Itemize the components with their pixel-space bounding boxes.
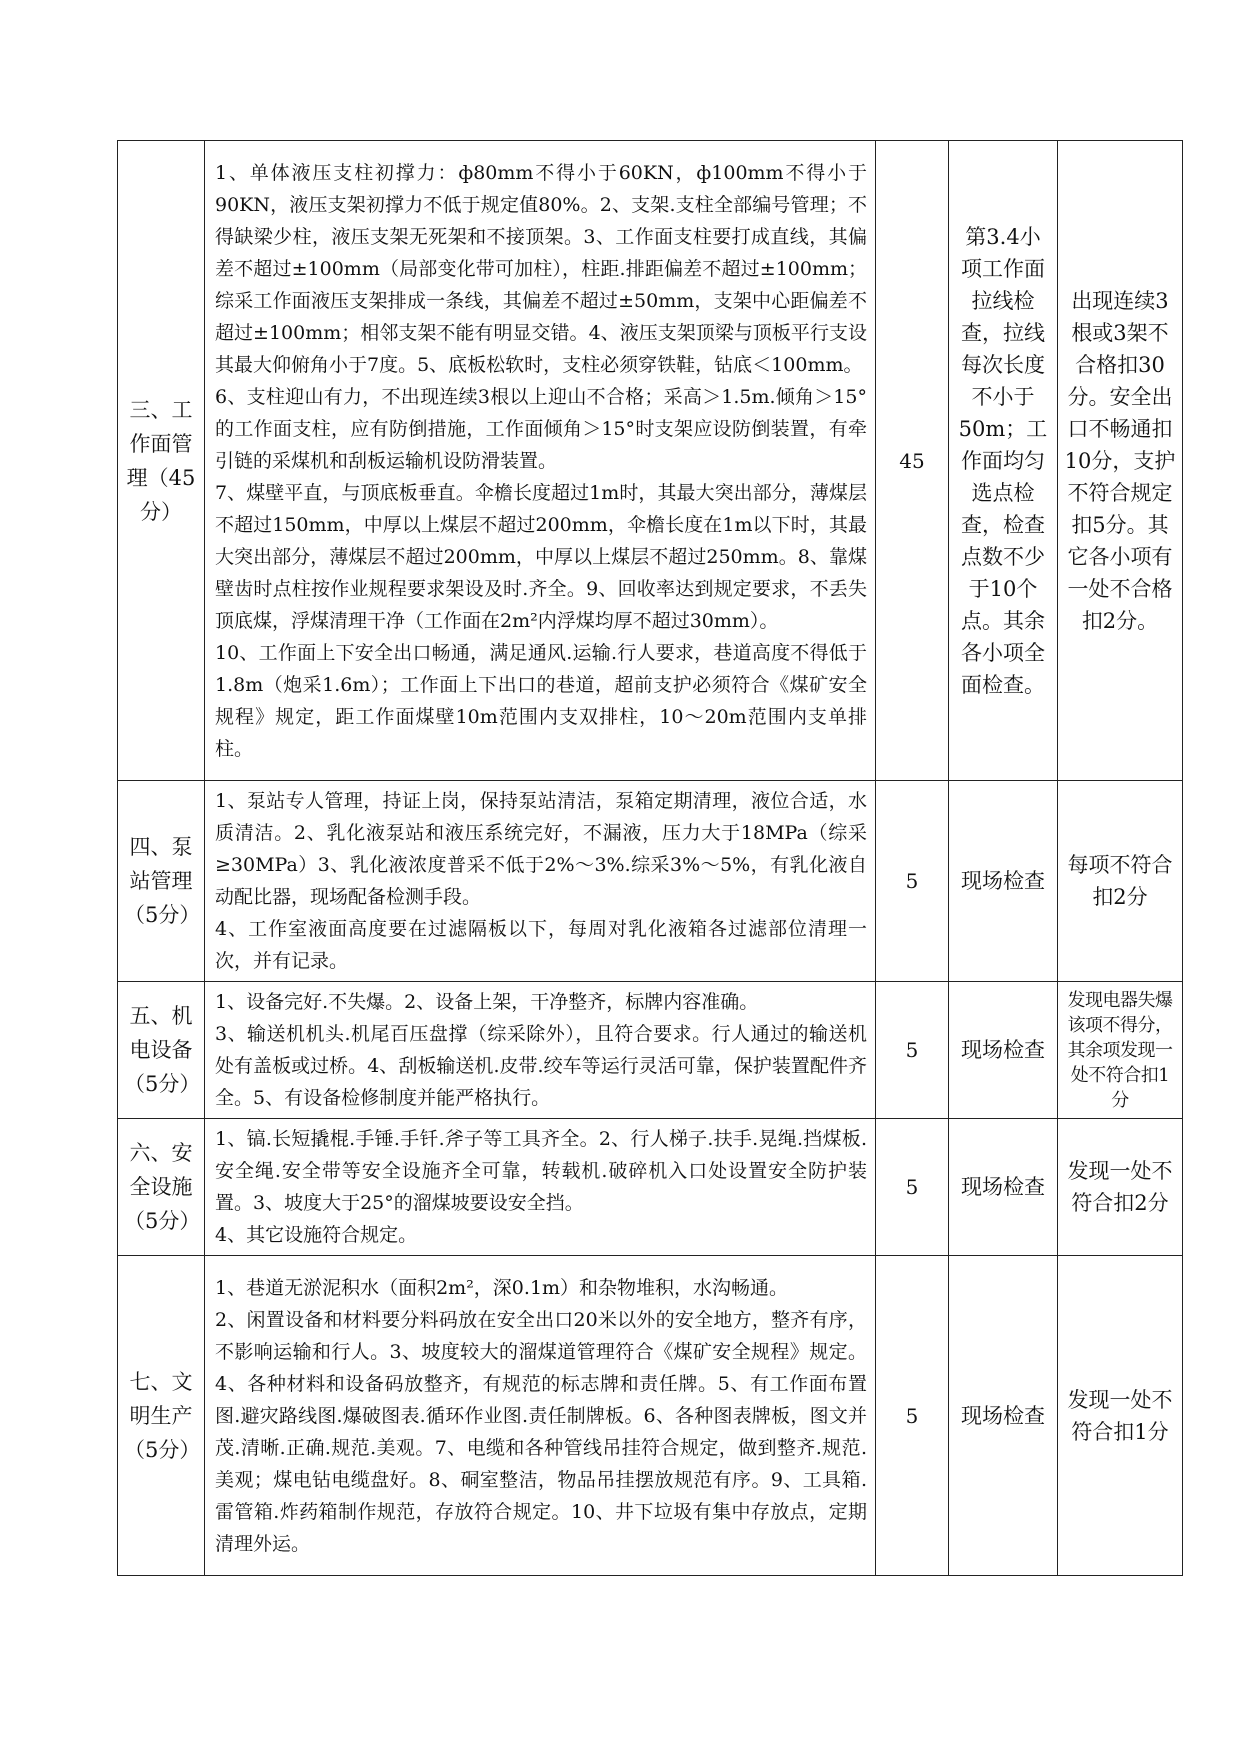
score-cell: 5 [876,781,949,982]
requirement-paragraph: 1、单体液压支柱初撑力：ф80mm不得小于60KN，ф100mm不得小于90KN，液压支架初撑力不低于规定值80%。2、支架.支柱全部编号管理；不得缺梁少柱，液压支架无死架和不接顶架。3、工作面支柱要打成直线，其偏差不超过±100mm（局部变化带可加柱），柱距.排距偏差不超过±100mm；综采工作面液压支架排成一条线，其偏差不超过±50mm，支架中心距偏差不超过±100mm；相邻支架不能有明显交错。4、液压支架顶梁与顶板平行支设其最大仰俯角小于7度。5、底板松软时，支柱必须穿铁鞋，钻底＜100mm。 [215,161,867,376]
inspection-method-cell: 现场检查 [949,781,1058,982]
table-row [118,1256,1183,1576]
requirements-cell [205,1256,876,1576]
deduction-cell: 出现连续3根或3架不合格扣30分。安全出口不畅通扣10分，支护不符合规定扣5分。其它各小项有一处不合格扣2分。 [1058,141,1183,781]
category-cell: 五、机电设备（5分） [118,982,205,1119]
requirement-paragraph: 4、工作室液面高度要在过滤隔板以下，每周对乳化液箱各过滤部位清理一次，并有记录。 [215,918,867,972]
requirements-cell [205,781,876,982]
score-cell: 5 [876,1119,949,1256]
score-cell: 5 [876,982,949,1119]
standards-table [117,140,1183,1576]
table-row [118,1119,1183,1256]
category-cell: 三、工作面管理（45分） [118,141,205,781]
requirement-paragraph: 1、设备完好.不失爆。2、设备上架，干净整齐，标牌内容准确。 [215,991,759,1013]
requirement-paragraph: 6、支柱迎山有力，不出现连续3根以上迎山不合格；采高＞1.5m.倾角＞15°的工作面支柱，应有防倒措施，工作面倾角＞15°时支架应设防倒装置，有牵引链的采煤机和刮板运输机设防滑装置。 [215,385,867,472]
requirements-cell [205,1119,876,1256]
inspection-method-cell: 现场检查 [949,1119,1058,1256]
score-cell: 5 [876,1256,949,1576]
inspection-method-cell: 现场检查 [949,982,1058,1119]
requirement-paragraph: 7、煤壁平直，与顶底板垂直。伞檐长度超过1m时，其最大突出部分，薄煤层不超过150mm，中厚以上煤层不超过200mm，伞檐长度在1m以下时，其最大突出部分，薄煤层不超过200mm，中厚以上煤层不超过250mm。8、靠煤壁齿时点柱按作业规程要求架设及时.齐全。9、回收率达到规定要求，不丢失顶底煤，浮煤清理干净（工作面在2m²内浮煤均厚不超过30mm）。 [215,481,867,632]
category-cell: 四、泵站管理（5分） [118,781,205,982]
requirements-cell [205,141,876,781]
requirement-paragraph: 3、输送机机头.机尾百压盘撑（综采除外），且符合要求。行人通过的输送机处有盖板或过桥。4、刮板输送机.皮带.绞车等运行灵活可靠，保护装置配件齐全。5、有设备检修制度并能严格执行。 [215,1023,867,1109]
requirement-paragraph: 1、镐.长短撬棍.手锤.手钎.斧子等工具齐全。2、行人梯子.扶手.晃绳.挡煤板.安全绳.安全带等安全设施齐全可靠，转载机.破碎机入口处设置安全防护装置。3、坡度大于25°的溜煤坡要设安全挡。 [215,1128,867,1214]
deduction-cell: 发现电器失爆该项不得分，其余项发现一处不符合扣1分 [1058,982,1183,1119]
deduction-cell: 发现一处不符合扣1分 [1058,1256,1183,1576]
requirements-cell [205,982,876,1119]
requirement-paragraph: 10、工作面上下安全出口畅通，满足通风.运输.行人要求，巷道高度不得低于1.8m（炮采1.6m）；工作面上下出口的巷道，超前支护必须符合《煤矿安全规程》规定，距工作面煤壁10m范围内支双排柱，10～20m范围内支单排柱。 [215,641,867,760]
table-row [118,982,1183,1119]
inspection-method-cell: 现场检查 [949,1256,1058,1576]
requirement-paragraph: 4、其它设施符合规定。 [215,1224,418,1246]
deduction-cell: 每项不符合扣2分 [1058,781,1183,982]
deduction-cell: 发现一处不符合扣2分 [1058,1119,1183,1256]
inspection-method-cell: 第3.4小项工作面拉线检查，拉线每次长度不小于50m；工作面均匀选点检查，检查点数不少于10个点。其余各小项全面检查。 [949,141,1058,781]
score-cell: 45 [876,141,949,781]
table-row [118,141,1183,781]
category-cell: 七、文明生产（5分） [118,1256,205,1576]
category-cell: 六、安全设施（5分） [118,1119,205,1256]
requirement-paragraph: 1、泵站专人管理，持证上岗，保持泵站清洁，泵箱定期清理，液位合适，水质清洁。2、乳化液泵站和液压系统完好，不漏液，压力大于18MPa（综采≥30MPa）3、乳化液浓度普采不低于2%～3%.综采3%～5%，有乳化液自动配比器，现场配备检测手段。 [215,790,867,908]
table-row [118,781,1183,982]
requirement-paragraph: 2、闲置设备和材料要分料码放在安全出口20米以外的安全地方，整齐有序，不影响运输和行人。3、坡度较大的溜煤道管理符合《煤矿安全规程》规定。4、各种材料和设备码放整齐，有规范的标志牌和责任牌。5、有工作面布置图.避灾路线图.爆破图表.循环作业图.责任制牌板。6、各种图表牌板，图文并茂.清晰.正确.规范.美观。7、电缆和各种管线吊挂符合规定，做到整齐.规范.美观；煤电钻电缆盘好。8、硐室整洁，物品吊挂摆放规范有序。9、工具箱.雷管箱.炸药箱制作规范，存放符合规定。10、井下垃圾有集中存放点，定期清理外运。 [215,1308,867,1555]
requirement-paragraph: 1、巷道无淤泥积水（面积2m²，深0.1m）和杂物堆积，水沟畅通。 [215,1276,789,1299]
